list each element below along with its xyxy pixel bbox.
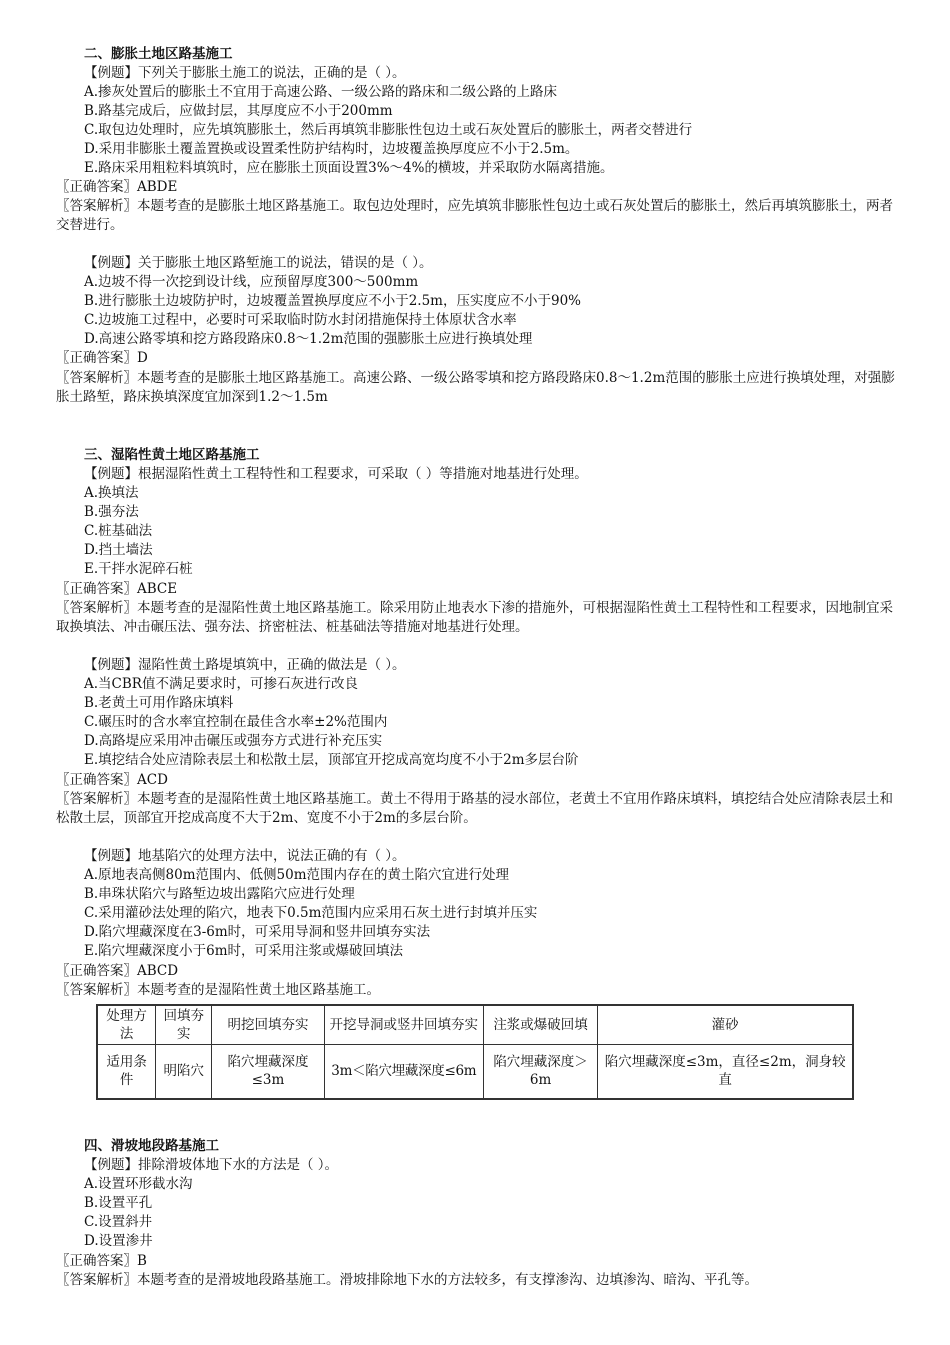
- table-header-cell: 回填夯实: [156, 1005, 212, 1045]
- correct-answer: 〖正确答案〗ABCD: [56, 963, 179, 979]
- option: A.设置环形截水沟: [84, 1176, 193, 1192]
- correct-answer: 〖正确答案〗ABDE: [56, 179, 178, 195]
- option: E.干拌水泥碎石桩: [84, 561, 193, 577]
- answer-analysis: 〖答案解析〗本题考查的是湿陷性黄土地区路基施工。除采用防止地表水下渗的措施外，可根据湿陷性黄土工程特性和工程要求，因地制宜采取换填法、冲击碾压法、强夯法、挤密桩法、桩基础法等措施对地基进行处理。: [56, 600, 893, 635]
- answer-analysis: 〖答案解析〗本题考查的是膨胀土地区路基施工。取包边处理时，应先填筑非膨胀性包边土或石灰处置后的膨胀土，然后再填筑膨胀土，两者交替进行。: [56, 198, 893, 233]
- answer-analysis: 〖答案解析〗本题考查的是膨胀土地区路基施工。高速公路、一级公路零填和挖方路段路床0.8～1.2m范围的膨胀土应进行换填处理，对强膨胀土路堑，路床换填深度宜加深到1.2～1.5m: [56, 370, 895, 405]
- table-header-cell: 灌砂: [598, 1005, 853, 1045]
- correct-answer: 〖正确答案〗ABCE: [56, 581, 178, 597]
- option: D.高速公路零填和挖方路段路床0.8～1.2m范围的强膨胀土应进行换填处理: [84, 331, 533, 347]
- table-header-cell: 明挖回填夯实: [212, 1005, 325, 1045]
- table-cell: 陷穴埋藏深度≤3m，直径≤2m，洞身较直: [598, 1045, 853, 1099]
- table-cell: 陷穴埋藏深度≤3m: [212, 1045, 325, 1099]
- table-row: [97, 1045, 853, 1099]
- table-cell: 适用条件: [97, 1045, 156, 1099]
- option: D.采用非膨胀土覆盖置换或设置柔性防护结构时，边坡覆盖换厚度应不小于2.5m。: [84, 141, 579, 157]
- option: A.掺灰处置后的膨胀土不宜用于高速公路、一级公路的路床和二级公路的上路床: [84, 84, 558, 100]
- section-heading: 四、滑坡地段路基施工: [84, 1138, 219, 1154]
- option: B.强夯法: [84, 504, 139, 520]
- pit-treatment-table: [96, 1004, 854, 1100]
- option: E.路床采用粗粒料填筑时，应在膨胀土顶面设置3%～4%的横坡，并采取防水隔离措施。: [84, 160, 614, 176]
- section-heading: 三、湿陷性黄土地区路基施工: [84, 447, 260, 463]
- option: D.高路堤应采用冲击碾压或强夯方式进行补充压实: [84, 733, 383, 749]
- table-cell: 明陷穴: [156, 1045, 212, 1099]
- option: B.串珠状陷穴与路堑边坡出露陷穴应进行处理: [84, 886, 355, 902]
- option: C.取包边处理时，应先填筑膨胀土，然后再填筑非膨胀性包边土或石灰处置后的膨胀土，两者交替进行: [84, 122, 693, 138]
- table-header-cell: 注浆或爆破回填: [483, 1005, 598, 1045]
- option: A.换填法: [84, 485, 139, 501]
- option: B.进行膨胀土边坡防护时，边坡覆盖置换厚度应不小于2.5m，压实度应不小于90%: [84, 293, 581, 309]
- correct-answer: 〖正确答案〗D: [56, 350, 148, 366]
- question-stem: 【例题】地基陷穴的处理方法中，说法正确的有（ ）。: [84, 848, 406, 864]
- question-stem: 【例题】关于膨胀土地区路堑施工的说法，错误的是（ ）。: [84, 255, 433, 271]
- question-stem: 【例题】下列关于膨胀土施工的说法，正确的是（ ）。: [84, 65, 406, 81]
- option: B.老黄土可用作路床填料: [84, 695, 234, 711]
- option: A.原地表高侧80m范围内、低侧50m范围内存在的黄土陷穴宜进行处理: [84, 867, 509, 883]
- answer-analysis: 〖答案解析〗本题考查的是湿陷性黄土地区路基施工。黄土不得用于路基的浸水部位，老黄土不宜用作路床填料，填挖结合处应清除表层土和松散土层，顶部宜开挖成高度不大于2m、宽度不小于2m的多层台阶。: [56, 791, 893, 826]
- option: C.设置斜井: [84, 1214, 153, 1230]
- section-heading: 二、膨胀土地区路基施工: [84, 46, 233, 62]
- option: C.碾压时的含水率宜控制在最佳含水率±2%范围内: [84, 714, 388, 730]
- option: B.路基完成后，应做封层，其厚度应不小于200mm: [84, 103, 393, 119]
- table-header-cell: 处理方法: [97, 1005, 156, 1045]
- table-cell: 陷穴埋藏深度＞6m: [483, 1045, 598, 1099]
- question-stem: 【例题】根据湿陷性黄土工程特性和工程要求，可采取（ ）等措施对地基进行处理。: [84, 466, 588, 482]
- table-header-cell: 开挖导洞或竖井回填夯实: [324, 1005, 483, 1045]
- option: B.设置平孔: [84, 1195, 153, 1211]
- option: D.设置渗井: [84, 1233, 153, 1249]
- correct-answer: 〖正确答案〗ACD: [56, 772, 168, 788]
- correct-answer: 〖正确答案〗B: [56, 1253, 147, 1269]
- table-cell: 3m＜陷穴埋藏深度≤6m: [324, 1045, 483, 1099]
- option: D.陷穴埋藏深度在3-6m时，可采用导洞和竖井回填夯实法: [84, 924, 431, 940]
- answer-analysis: 〖答案解析〗本题考查的是湿陷性黄土地区路基施工。: [56, 982, 380, 998]
- option: A.边坡不得一次挖到设计线，应预留厚度300～500mm: [84, 274, 419, 290]
- option: E.陷穴埋藏深度小于6m时，可采用注浆或爆破回填法: [84, 943, 404, 959]
- question-stem: 【例题】排除滑坡体地下水的方法是（ ）。: [84, 1157, 339, 1173]
- option: C.采用灌砂法处理的陷穴，地表下0.5m范围内应采用石灰土进行封填并压实: [84, 905, 538, 921]
- option: C.边坡施工过程中，必要时可采取临时防水封闭措施保持土体原状含水率: [84, 312, 517, 328]
- answer-analysis: 〖答案解析〗本题考查的是滑坡地段路基施工。滑坡排除地下水的方法较多，有支撑渗沟、边填渗沟、暗沟、平孔等。: [56, 1272, 758, 1288]
- option: A.当CBR值不满足要求时，可掺石灰进行改良: [84, 676, 358, 692]
- option: E.填挖结合处应清除表层土和松散土层，顶部宜开挖成高宽均度不小于2m多层台阶: [84, 752, 579, 768]
- table-header-row: [97, 1005, 853, 1045]
- option: D.挡土墙法: [84, 542, 153, 558]
- question-stem: 【例题】湿陷性黄土路堤填筑中，正确的做法是（ ）。: [84, 657, 406, 673]
- option: C.桩基础法: [84, 523, 153, 539]
